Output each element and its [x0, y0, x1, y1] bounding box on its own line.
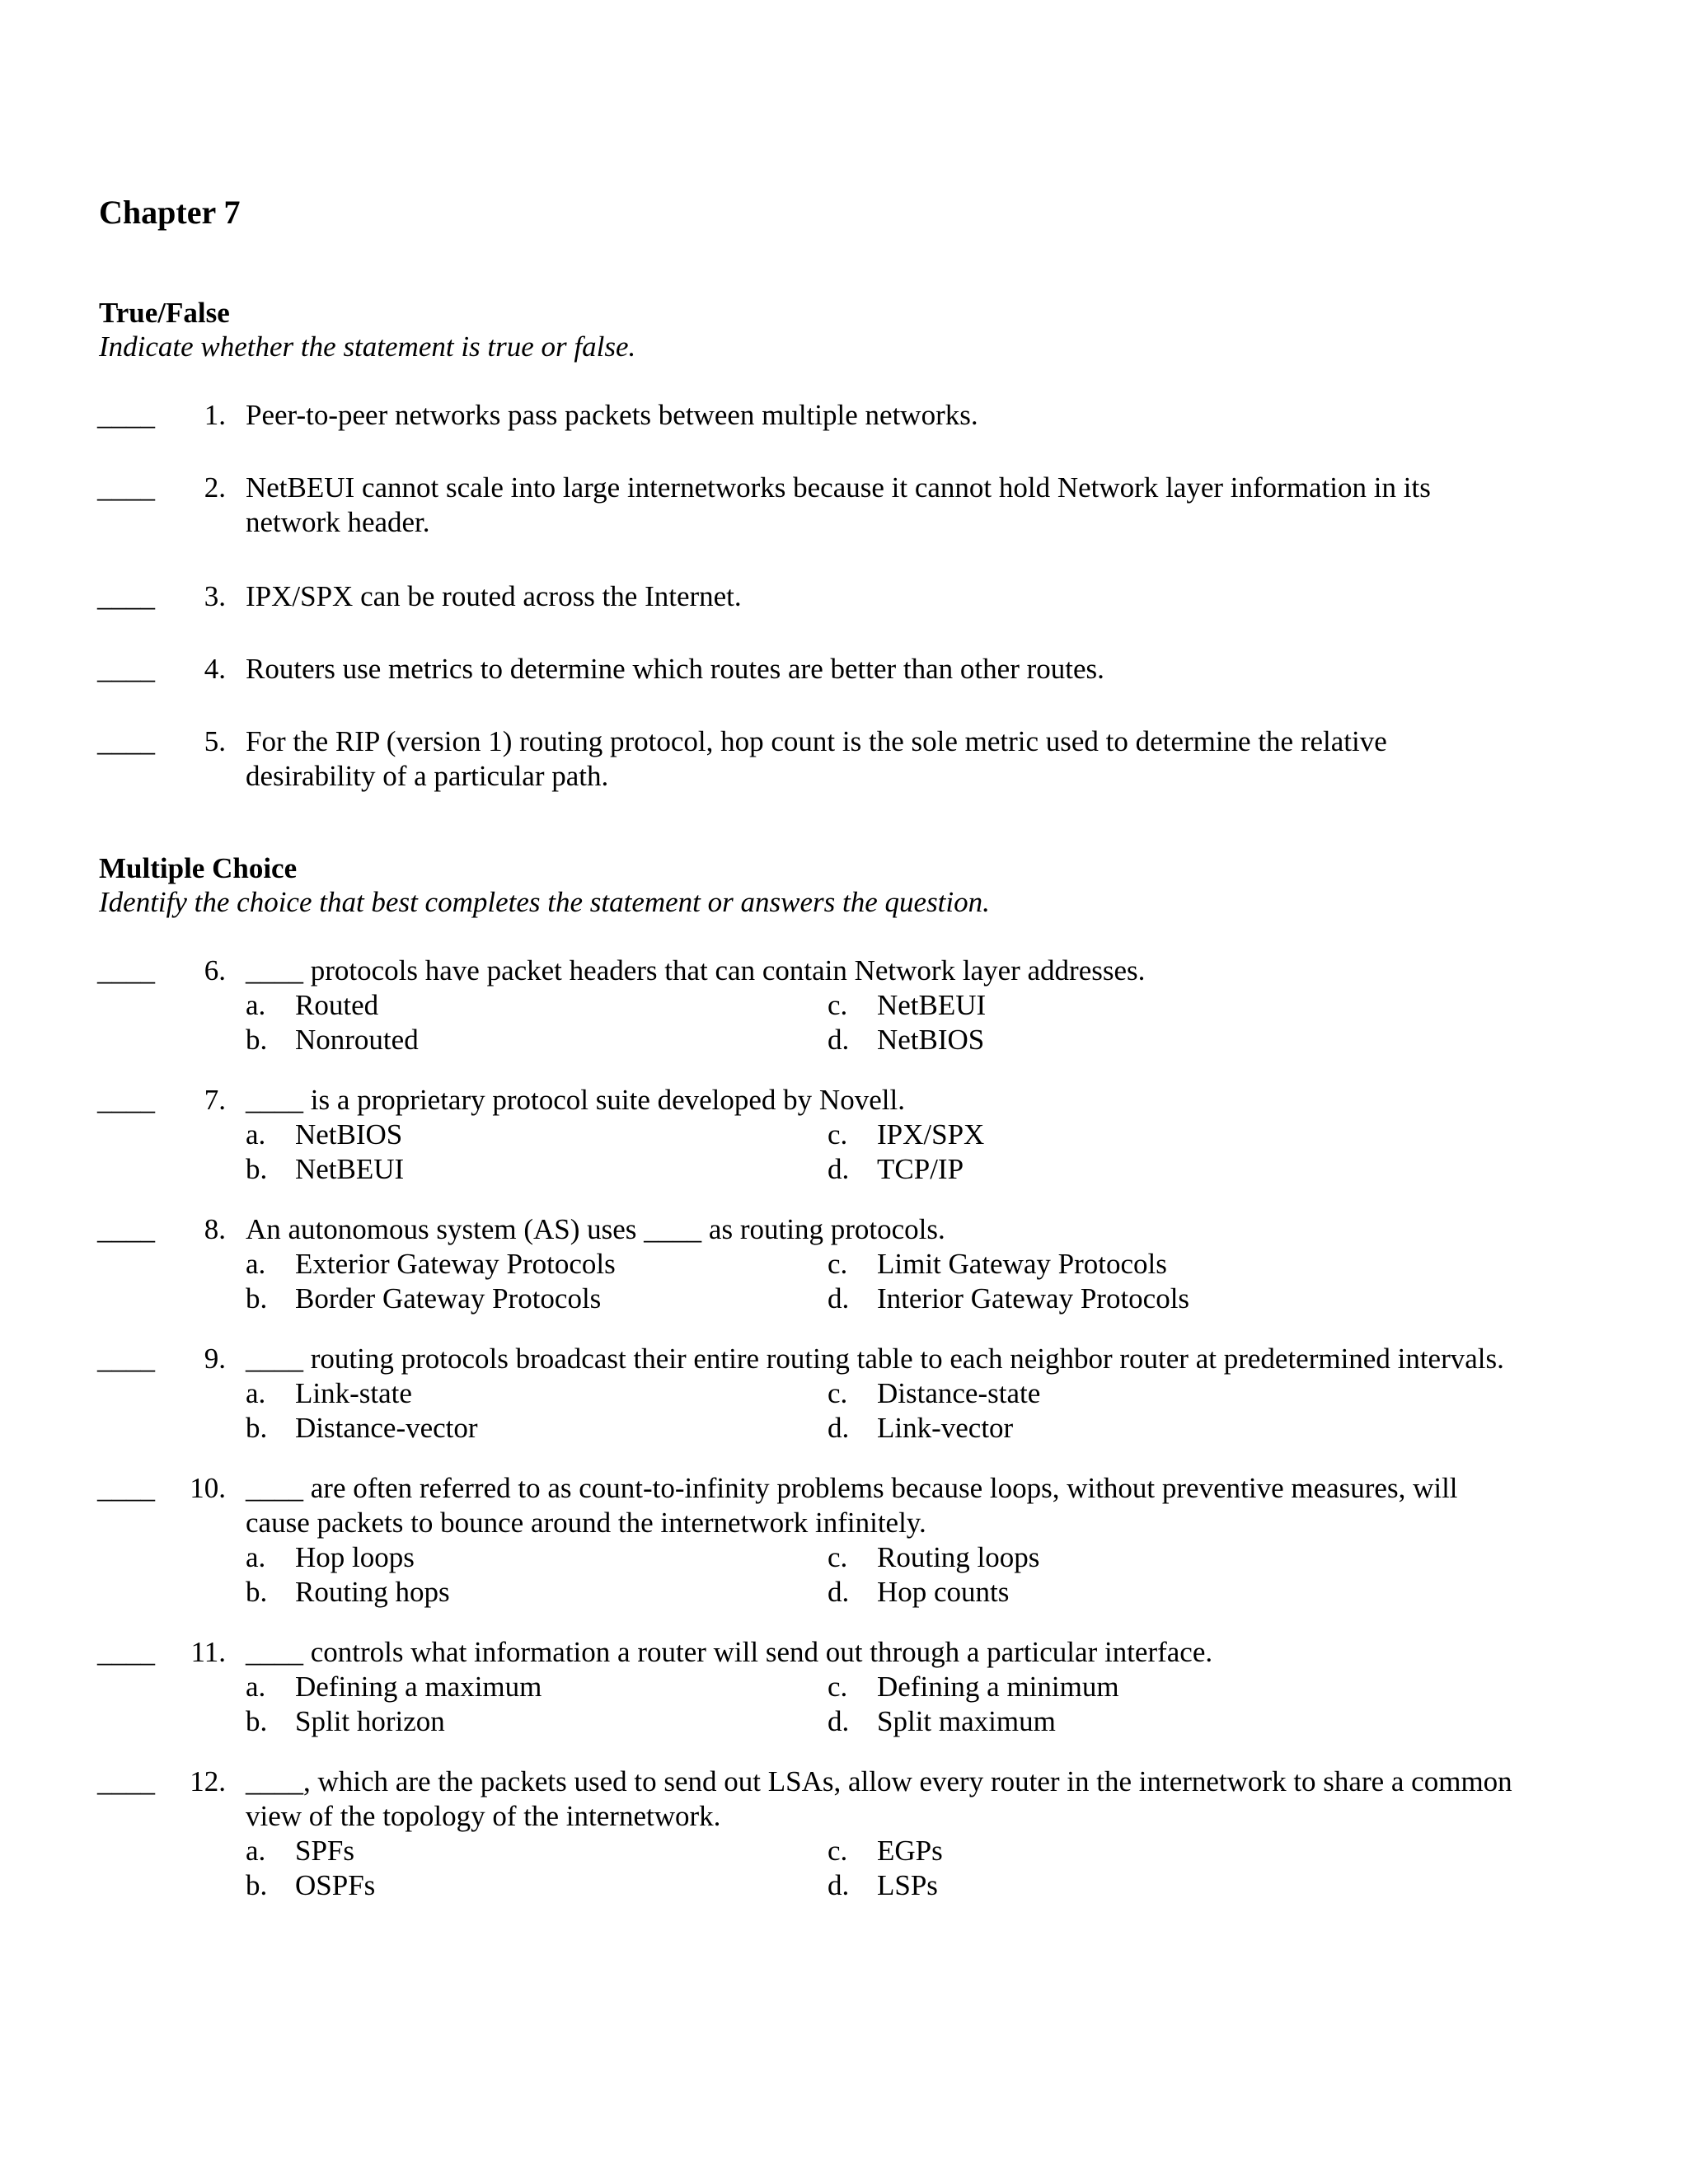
option-c: c. NetBEUI — [828, 989, 987, 1021]
question-text: Routers use metrics to determine which routes are better than other routes. — [246, 653, 1104, 685]
option-b: b. Split horizon — [246, 1705, 445, 1737]
question-number: 3. — [204, 580, 226, 612]
answer-blank[interactable]: ____ — [97, 471, 155, 504]
question-number: 4. — [204, 653, 226, 685]
answer-blank[interactable]: ____ — [97, 1472, 155, 1504]
question-text: ____ routing protocols broadcast their entire routing table to each neighbor router at predetermined intervals. — [246, 1343, 1504, 1375]
question-text: NetBEUI cannot scale into large internetworks because it cannot hold Network layer information in its network header. — [246, 471, 1431, 538]
option-c: c. Defining a minimum — [828, 1671, 1119, 1703]
option-d: d. Interior Gateway Protocols — [828, 1282, 1190, 1315]
option-a: a. Hop loops — [246, 1541, 415, 1573]
question-number: 10. — [190, 1472, 226, 1504]
chapter-title: Chapter 7 — [99, 194, 241, 231]
question-text: ____ are often referred to as count-to-infinity problems because loops, without preventive measures, will cause packets to bounce around the internetwork infinitely. — [246, 1472, 1458, 1539]
option-b: b. Distance-vector — [246, 1412, 478, 1444]
option-a: a. Defining a maximum — [246, 1671, 542, 1703]
option-a: a. Link-state — [246, 1377, 412, 1409]
option-a: a. Routed — [246, 989, 379, 1021]
option-b: b. NetBEUI — [246, 1153, 405, 1185]
answer-blank[interactable]: ____ — [97, 1213, 155, 1245]
question-text: For the RIP (version 1) routing protocol, hop count is the sole metric used to determine the relative desirability of a particular path. — [246, 725, 1387, 792]
answer-blank[interactable]: ____ — [97, 1636, 155, 1668]
question-text: ____ controls what information a router will send out through a particular interface. — [246, 1636, 1213, 1668]
question-number: 5. — [204, 725, 226, 757]
option-c: c. Routing loops — [828, 1541, 1040, 1573]
question-number: 12. — [190, 1765, 226, 1797]
answer-blank[interactable]: ____ — [97, 725, 155, 757]
true-false-heading: True/False — [99, 297, 230, 329]
answer-blank[interactable]: ____ — [97, 399, 155, 431]
option-d: d. Hop counts — [828, 1576, 1010, 1608]
question-text: Peer-to-peer networks pass packets between multiple networks. — [246, 399, 978, 431]
answer-blank[interactable]: ____ — [97, 580, 155, 612]
question-text: ____ protocols have packet headers that can contain Network layer addresses. — [246, 954, 1146, 987]
answer-blank[interactable]: ____ — [97, 1343, 155, 1375]
option-d: d. Split maximum — [828, 1705, 1056, 1737]
question-text: An autonomous system (AS) uses ____ as routing protocols. — [246, 1213, 945, 1245]
question-text: ____ is a proprietary protocol suite developed by Novell. — [246, 1084, 905, 1116]
question-number: 11. — [190, 1636, 226, 1668]
question-number: 7. — [204, 1084, 226, 1116]
question-number: 2. — [204, 471, 226, 504]
option-b: b. Border Gateway Protocols — [246, 1282, 602, 1315]
question-number: 1. — [204, 399, 226, 431]
question-number: 8. — [204, 1213, 226, 1245]
option-c: c. EGPs — [828, 1835, 943, 1867]
multiple-choice-heading: Multiple Choice — [99, 852, 298, 884]
option-a: a. SPFs — [246, 1835, 355, 1867]
option-b: b. OSPFs — [246, 1869, 376, 1901]
option-a: a. NetBIOS — [246, 1118, 403, 1151]
question-text: ____, which are the packets used to send out LSAs, allow every router in the internetwork to share a common view of the topology of the internetwork. — [246, 1765, 1512, 1832]
option-c: c. Limit Gateway Protocols — [828, 1248, 1167, 1280]
option-c: c. IPX/SPX — [828, 1118, 985, 1151]
option-b: b. Routing hops — [246, 1576, 450, 1608]
answer-blank[interactable]: ____ — [97, 1084, 155, 1116]
option-d: d. TCP/IP — [828, 1153, 964, 1185]
option-d: d. NetBIOS — [828, 1024, 985, 1056]
answer-blank[interactable]: ____ — [97, 653, 155, 685]
option-d: d. LSPs — [828, 1869, 938, 1901]
option-d: d. Link-vector — [828, 1412, 1014, 1444]
question-number: 9. — [204, 1343, 226, 1375]
option-a: a. Exterior Gateway Protocols — [246, 1248, 616, 1280]
answer-blank[interactable]: ____ — [97, 954, 155, 987]
question-number: 6. — [204, 954, 226, 987]
option-c: c. Distance-state — [828, 1377, 1041, 1409]
answer-blank[interactable]: ____ — [97, 1765, 155, 1797]
option-b: b. Nonrouted — [246, 1024, 419, 1056]
question-text: IPX/SPX can be routed across the Internet. — [246, 580, 742, 612]
multiple-choice-instructions: Identify the choice that best completes the statement or answers the question. — [99, 886, 990, 918]
true-false-instructions: Indicate whether the statement is true or false. — [99, 330, 636, 363]
